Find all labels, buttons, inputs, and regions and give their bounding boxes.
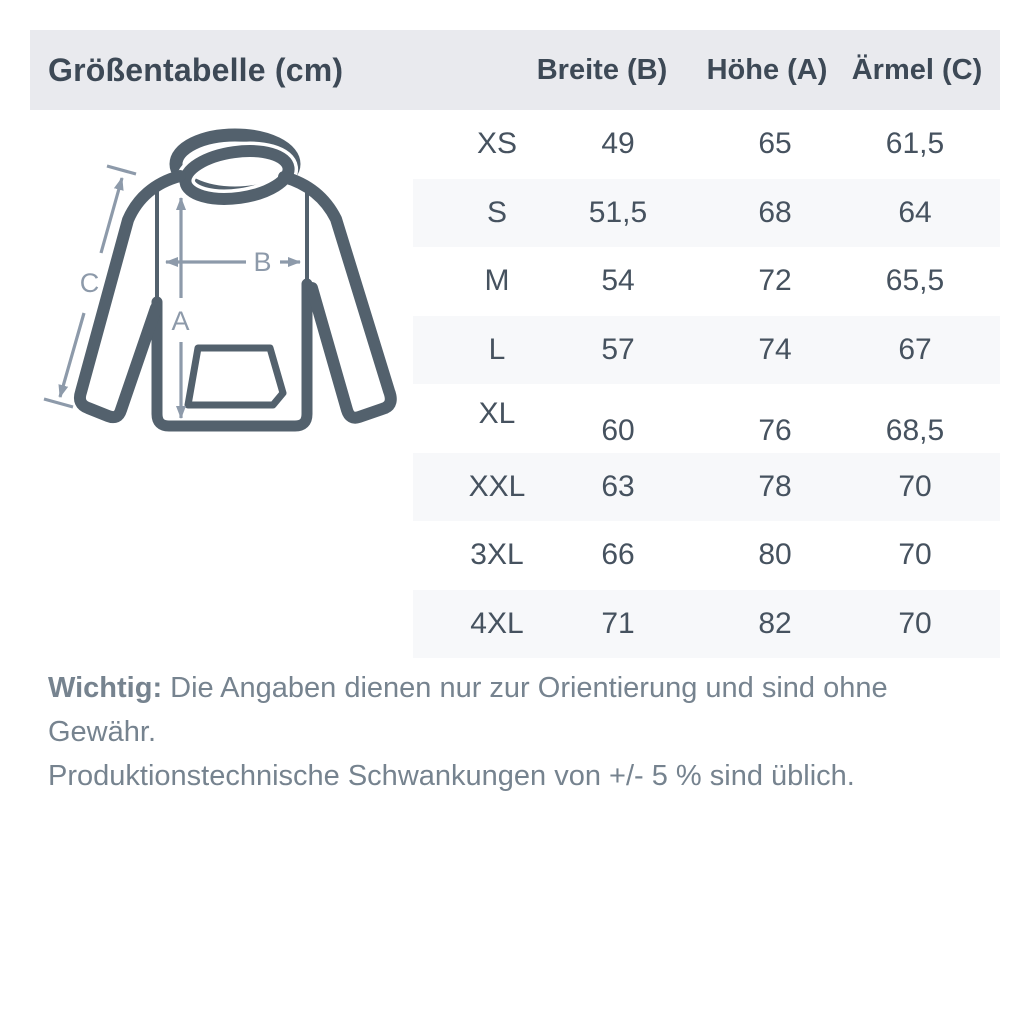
cell-size: M — [484, 264, 510, 298]
cell-size: XL — [478, 397, 516, 431]
cell-hoehe: 74 — [758, 332, 792, 366]
cell-breite: 54 — [601, 264, 635, 298]
cell-size: XXL — [468, 469, 526, 503]
right-sleeve-outline — [284, 177, 391, 418]
table-row — [413, 384, 1000, 453]
table-row — [413, 521, 1000, 590]
size-table-rows — [413, 110, 1000, 658]
column-header: Breite (B) — [536, 53, 668, 86]
table-row — [413, 179, 1000, 248]
cell-aermel: 64 — [898, 195, 932, 229]
table-header-band — [30, 30, 1000, 110]
table-row — [413, 453, 1000, 522]
table-row — [413, 590, 1000, 659]
footer-important-label: Wichtig: — [48, 672, 163, 704]
measure-c-label: C — [79, 268, 101, 298]
footer-line2: Produktionstechnische Schwankungen von +/- 5 % sind üblich. — [48, 760, 855, 792]
cell-size: L — [488, 332, 506, 366]
cell-breite: 71 — [601, 606, 635, 640]
cell-aermel: 67 — [898, 332, 932, 366]
pocket-outline — [188, 348, 283, 405]
cell-hoehe: 80 — [758, 538, 792, 572]
cell-size: 3XL — [470, 538, 524, 572]
cell-hoehe: 76 — [758, 414, 792, 448]
cell-hoehe: 65 — [758, 127, 792, 161]
cell-breite: 49 — [601, 127, 635, 161]
cell-aermel: 68,5 — [885, 414, 945, 448]
hoodie-measurement-diagram — [40, 120, 410, 450]
cell-breite: 57 — [601, 332, 635, 366]
cell-size: 4XL — [470, 606, 524, 640]
column-header: Ärmel (C) — [851, 53, 983, 86]
cell-breite: 51,5 — [588, 195, 648, 229]
cell-aermel: 70 — [898, 606, 932, 640]
table-row — [413, 110, 1000, 179]
cell-hoehe: 68 — [758, 195, 792, 229]
footer-note — [48, 666, 983, 798]
cell-size: S — [486, 195, 508, 229]
cell-aermel: 70 — [898, 469, 932, 503]
column-header: Höhe (A) — [706, 53, 828, 86]
cell-breite: 60 — [601, 414, 635, 448]
table-row — [413, 316, 1000, 385]
cell-aermel: 61,5 — [885, 127, 945, 161]
cell-size: XS — [476, 127, 518, 161]
cell-aermel: 70 — [898, 538, 932, 572]
cell-hoehe: 78 — [758, 469, 792, 503]
footer-line1: Die Angaben dienen nur zur Orientierung und sind ohne Gewähr. — [48, 672, 888, 748]
cell-hoehe: 82 — [758, 606, 792, 640]
measure-b-label: B — [253, 247, 273, 277]
cell-breite: 66 — [601, 538, 635, 572]
cell-breite: 63 — [601, 469, 635, 503]
cell-aermel: 65,5 — [885, 264, 945, 298]
cell-hoehe: 72 — [758, 264, 792, 298]
hood-icon — [176, 135, 294, 205]
page-title: Größentabelle (cm) — [48, 51, 344, 88]
table-row — [413, 247, 1000, 316]
measure-a-label: A — [171, 306, 191, 336]
